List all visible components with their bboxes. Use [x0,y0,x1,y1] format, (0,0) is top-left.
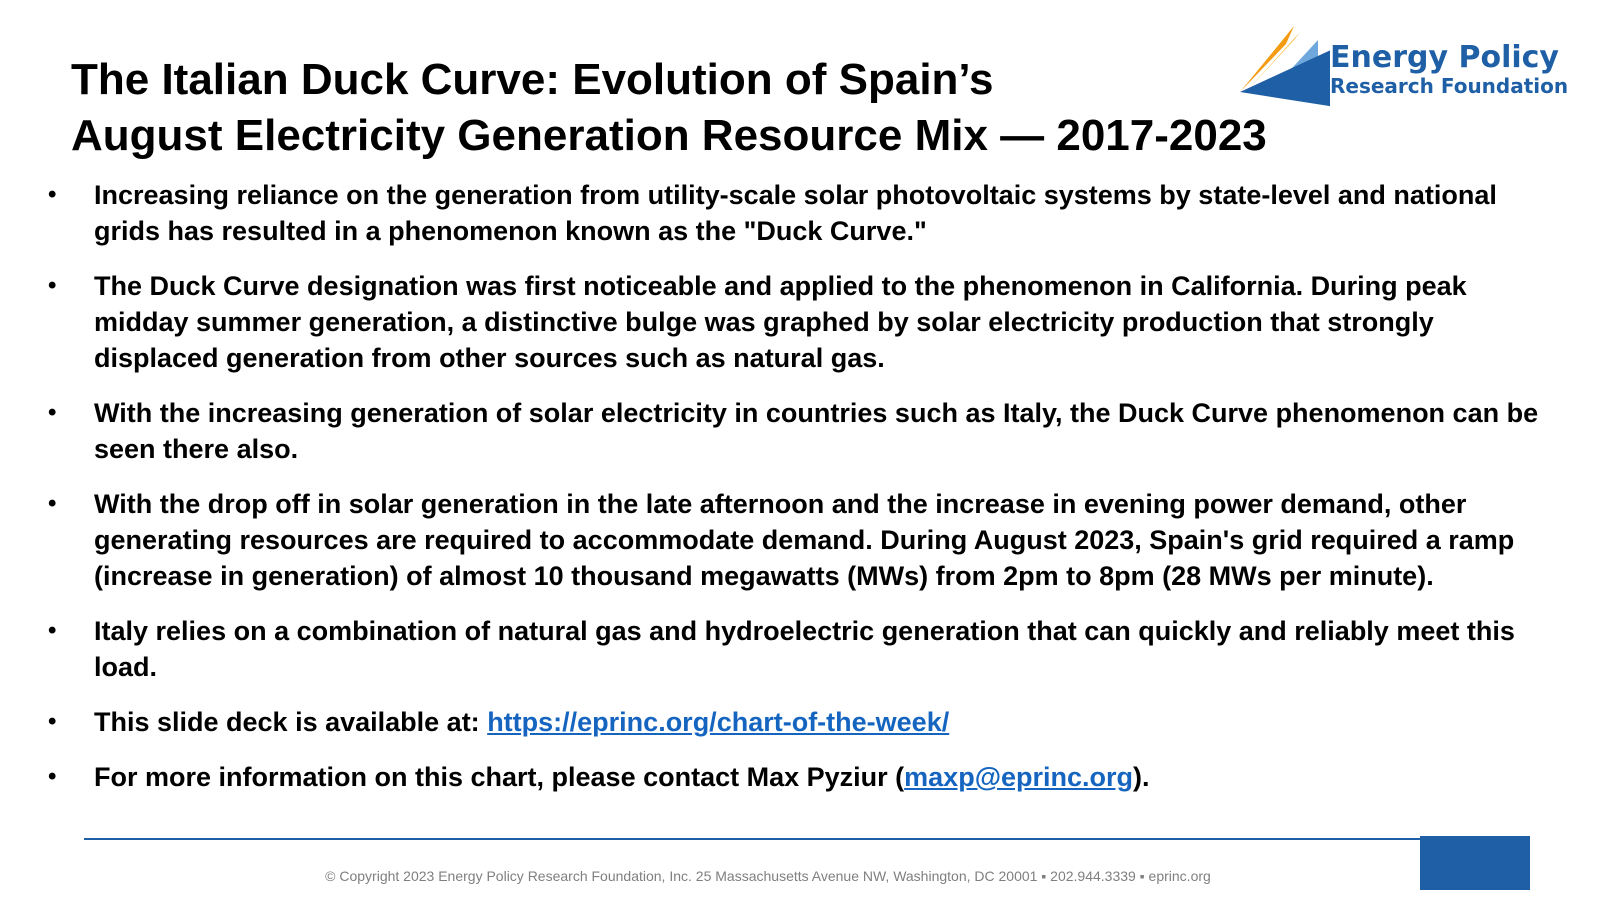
logo-line-energy-policy: Energy Policy [1330,40,1559,75]
bullet-dot-icon: • [48,763,57,790]
bullet-item-contact [48,759,1558,795]
bullet-dot-icon: • [48,272,57,299]
bullet-text-suffix: ). [1133,762,1150,792]
bullet-dot-icon: • [48,181,57,208]
bullet-text: With the increasing generation of solar electricity in countries such as Italy, the Duck Curve phenomenon can be seen there also. [94,398,1539,464]
slide-title-line-1: The Italian Duck Curve: Evolution of Spain’s [71,55,994,104]
bullet-item [48,486,1558,594]
eprf-logo [1236,26,1588,112]
bullet-text: The Duck Curve designation was first noticeable and applied to the phenomenon in California. During peak midday summer generation, a distinctive bulge was graphed by solar electricity production that strongly displaced generation from other sources such as natural gas. [94,271,1467,373]
logo-wordmark [1330,42,1568,98]
bullet-dot-icon: • [48,708,57,735]
bullet-item [48,395,1558,467]
bullet-text: Increasing reliance on the generation from utility-scale solar photovoltaic systems by state-level and national grids has resulted in a phenomenon known as the "Duck Curve." [94,180,1497,246]
slide-title-line-2: August Electricity Generation Resource Mix — 2017-2023 [71,111,1267,160]
bullet-item [48,177,1558,249]
chart-of-the-week-link[interactable]: https://eprinc.org/chart-of-the-week/ [487,707,950,737]
bullet-dot-icon: • [48,399,57,426]
bullet-text: Italy relies on a combination of natural gas and hydroelectric generation that can quickly and reliably meet this load. [94,616,1515,682]
eprf-logo-icon [1236,26,1330,112]
bullet-item-slide-deck [48,704,1558,740]
contact-email-link[interactable]: maxp@eprinc.org [904,762,1134,792]
bullet-list [48,177,1558,814]
footer-copyright: © Copyright 2023 Energy Policy Research Foundation, Inc. 25 Massachusetts Avenue NW, Washington, DC 20001 ▪ 202.944.3339 ▪ eprinc.org [325,868,1211,884]
bullet-dot-icon: • [48,617,57,644]
bullet-text: This slide deck is available at: [94,707,488,737]
bullet-item [48,268,1558,376]
logo-line-research-foundation: Research Foundation [1330,74,1569,98]
bullet-text: For more information on this chart, please contact Max Pyziur ( [94,762,905,792]
footer-divider [84,838,1420,840]
bullet-dot-icon: • [48,490,57,517]
bullet-item [48,613,1558,685]
bullet-text: With the drop off in solar generation in the late afternoon and the increase in evening power demand, other generating resources are required to accommodate demand. During August 2023, Spain's grid required a ramp (increase in generation) of almost 10 thousand megawatts (MWs) from 2pm to 8pm (28 MWs per minute). [94,489,1515,591]
slide-title [71,52,1267,164]
